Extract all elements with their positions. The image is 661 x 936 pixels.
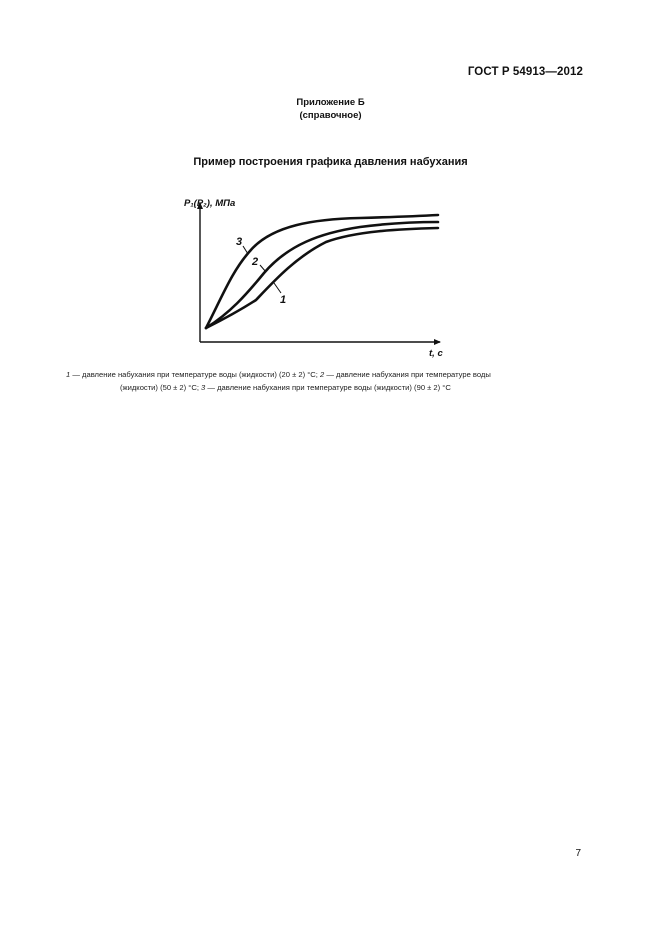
caption-line-1: [66, 368, 586, 381]
caption-num-1: 1: [66, 370, 71, 379]
caption-text-4: — давление набухания при температуре воды (жидкости) (90 ± 2) °С: [205, 383, 451, 392]
document-code: ГОСТ Р 54913—2012: [467, 66, 583, 78]
appendix-heading: [0, 96, 661, 122]
figure-caption: [66, 368, 586, 394]
section-title: Пример построения графика давления набухания: [193, 156, 468, 168]
curve-3-label: 3: [236, 236, 243, 248]
caption-line-2: [66, 381, 586, 394]
appendix-title: Приложение Б: [296, 97, 365, 108]
curve-3: [206, 215, 438, 328]
caption-text-1: — давление набухания при температуре воды (жидкости) (20 ± 2) °С;: [70, 370, 320, 379]
curve-1-leader: [274, 283, 281, 293]
caption-text-2: — давление набухания при температуре воды: [324, 370, 491, 379]
swelling-pressure-figure: [150, 185, 470, 365]
appendix-subtitle: (справочное): [299, 110, 362, 121]
curve-2-leader: [260, 265, 266, 272]
page-number: 7: [575, 848, 581, 859]
y-axis-label: P₁(P₂), МПа: [184, 198, 236, 209]
x-axis-label: t, c: [429, 348, 443, 359]
caption-text-3: (жидкости) (50 ± 2) °С;: [120, 383, 202, 392]
curve-2-label: 2: [252, 256, 259, 268]
caption-num-2: 2: [319, 370, 325, 379]
figure-svg: [150, 185, 470, 365]
caption-num-3: 3: [201, 383, 206, 392]
curve-3-leader: [243, 246, 248, 254]
curve-1-label: 1: [280, 294, 287, 306]
